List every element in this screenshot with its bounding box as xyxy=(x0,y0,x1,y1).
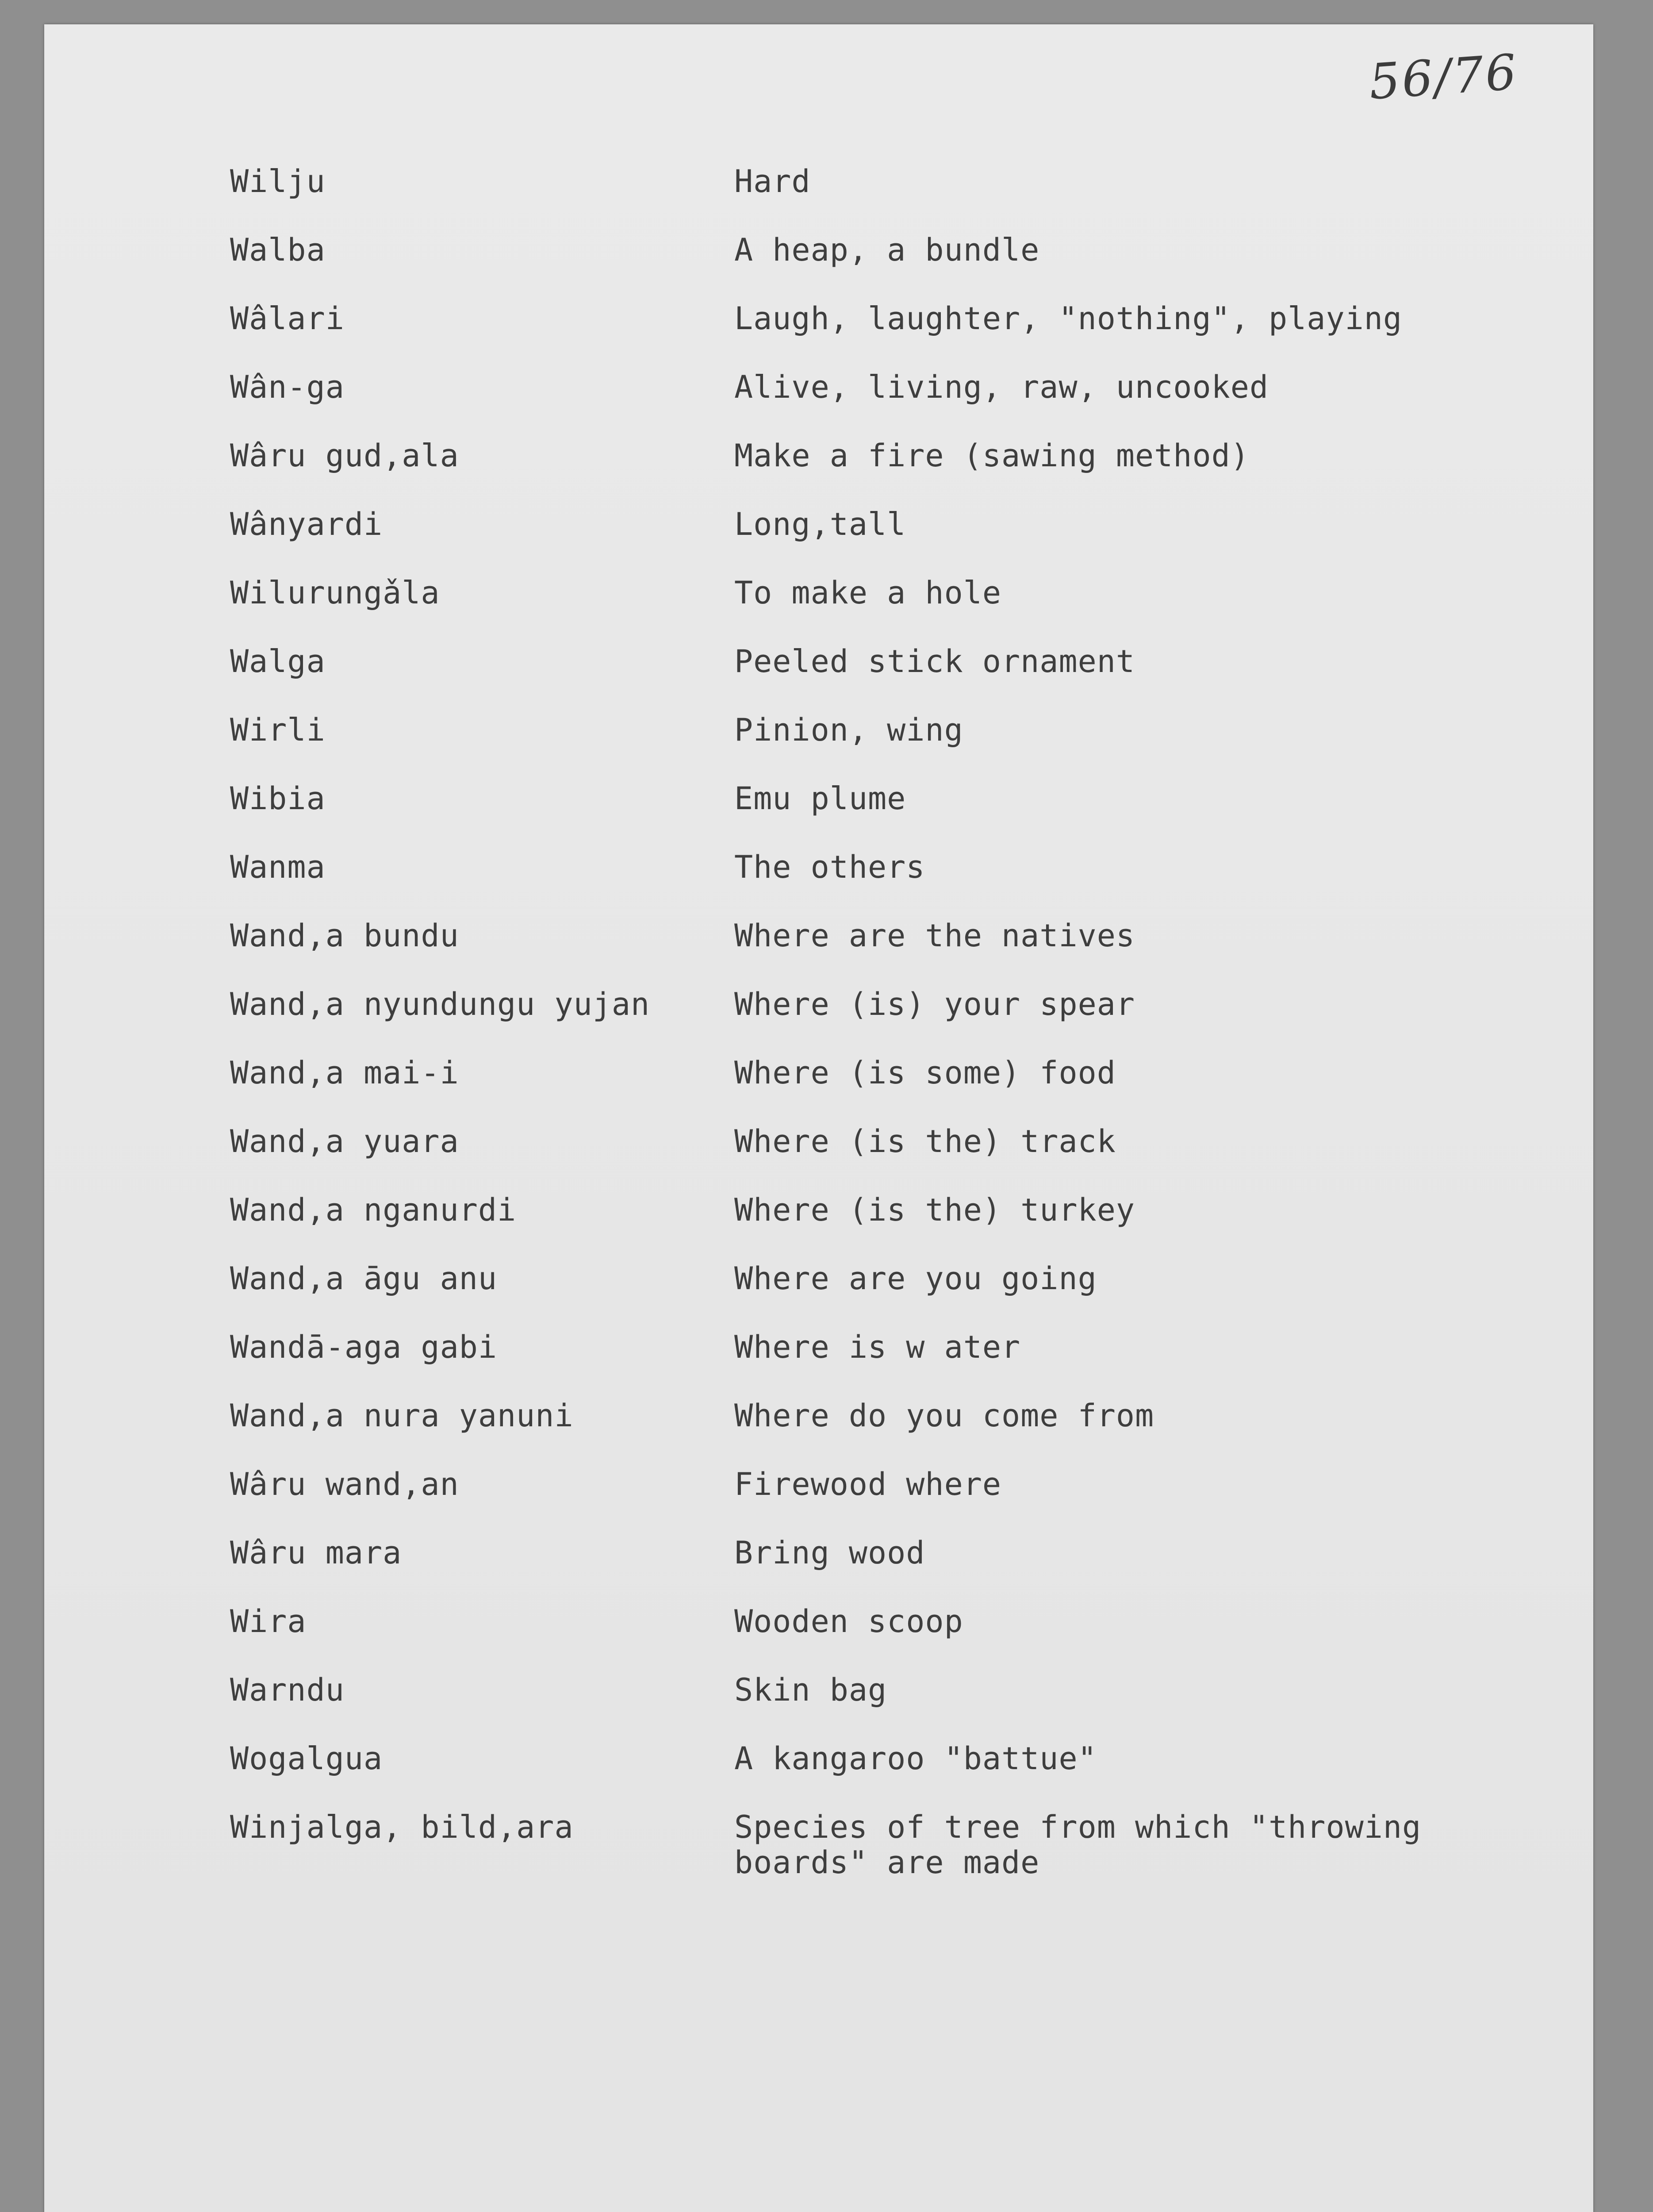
list-item xyxy=(44,1672,1593,1725)
list-item xyxy=(44,1124,1593,1177)
aboriginal-word: Wân-ga xyxy=(230,369,345,405)
english-meaning: Where (is the) track xyxy=(734,1123,1116,1160)
list-item xyxy=(44,369,1593,422)
list-item xyxy=(44,301,1593,354)
english-meaning: Wooden scoop xyxy=(734,1603,963,1640)
list-item xyxy=(44,1604,1593,1657)
aboriginal-word: Wanma xyxy=(230,849,326,885)
aboriginal-word: Wogalgua xyxy=(230,1740,383,1777)
aboriginal-word: Wirli xyxy=(230,712,326,748)
list-item xyxy=(44,987,1593,1040)
aboriginal-word: Walba xyxy=(230,232,326,268)
aboriginal-word: Wand,a yuara xyxy=(230,1123,459,1160)
list-item xyxy=(44,1329,1593,1382)
aboriginal-word: Wâru mara xyxy=(230,1535,402,1571)
aboriginal-word: Wandā-aga gabi xyxy=(230,1329,498,1365)
list-item xyxy=(44,1261,1593,1314)
list-item xyxy=(44,1535,1593,1588)
list-item xyxy=(44,781,1593,834)
list-item xyxy=(44,232,1593,285)
english-meaning: Alive, living, raw, uncooked xyxy=(734,369,1269,405)
list-item xyxy=(44,1741,1593,1794)
list-item xyxy=(44,918,1593,971)
document-page xyxy=(44,24,1593,2212)
aboriginal-word: Wâlari xyxy=(230,300,345,337)
aboriginal-word: Wand,a nyundungu yujan xyxy=(230,986,650,1022)
list-item xyxy=(44,712,1593,765)
english-meaning: Long,tall xyxy=(734,506,906,542)
list-item xyxy=(44,849,1593,902)
list-item xyxy=(44,1398,1593,1451)
english-meaning: Where do you come from xyxy=(734,1398,1154,1434)
english-meaning: Where are you going xyxy=(734,1260,1097,1297)
aboriginal-word: Wilurungǎla xyxy=(230,575,440,611)
english-meaning: A kangaroo "battue" xyxy=(734,1740,1097,1777)
english-meaning: Bring wood xyxy=(734,1535,925,1571)
list-item xyxy=(44,575,1593,628)
aboriginal-word: Wand,a āgu anu xyxy=(230,1260,498,1297)
aboriginal-word: Wand,a nganurdi xyxy=(230,1192,517,1228)
english-meaning: The others xyxy=(734,849,925,885)
aboriginal-word: Wand,a bundu xyxy=(230,918,459,954)
aboriginal-word: Walga xyxy=(230,643,326,680)
english-meaning: Where (is some) food xyxy=(734,1055,1116,1091)
aboriginal-word: Wibia xyxy=(230,780,326,817)
aboriginal-word: Winjalga, bild,ara xyxy=(230,1809,574,1845)
list-item xyxy=(44,1055,1593,1108)
english-meaning: Firewood where xyxy=(734,1466,1002,1502)
english-meaning: Emu plume xyxy=(734,780,906,817)
aboriginal-word: Wâru gud,ala xyxy=(230,438,459,474)
english-meaning: Skin bag xyxy=(734,1672,887,1708)
english-meaning: Where (is) your spear xyxy=(734,986,1135,1022)
aboriginal-word: Wand,a nura yanuni xyxy=(230,1398,574,1434)
list-item xyxy=(44,1467,1593,1520)
aboriginal-word: Wâru wand,an xyxy=(230,1466,459,1502)
page-number: 56/76 xyxy=(1367,43,1520,111)
english-meaning: Peeled stick ornament xyxy=(734,643,1135,680)
english-meaning: Make a fire (sawing method) xyxy=(734,438,1250,474)
english-meaning: Where (is the) turkey xyxy=(734,1192,1135,1228)
aboriginal-word: Wand,a mai-i xyxy=(230,1055,459,1091)
english-meaning: A heap, a bundle xyxy=(734,232,1040,268)
list-item xyxy=(44,507,1593,560)
list-item xyxy=(44,644,1593,697)
aboriginal-word: Warndu xyxy=(230,1672,345,1708)
english-meaning: Laugh, laughter, "nothing", playing xyxy=(734,300,1403,337)
english-meaning: Where are the natives xyxy=(734,918,1135,954)
english-meaning: To make a hole xyxy=(734,575,1002,611)
english-meaning: Where is w ater xyxy=(734,1329,1021,1365)
english-meaning: Pinion, wing xyxy=(734,712,963,748)
list-item xyxy=(44,438,1593,491)
aboriginal-word: Wira xyxy=(230,1603,307,1640)
english-meaning: Species of tree from which "throwing boards" are made xyxy=(734,1809,1422,1881)
aboriginal-word: Wânyardi xyxy=(230,506,383,542)
list-item xyxy=(44,1192,1593,1245)
list-item xyxy=(44,1809,1593,1881)
aboriginal-word: Wilju xyxy=(230,163,326,200)
list-item xyxy=(44,164,1593,217)
english-meaning: Hard xyxy=(734,163,811,200)
